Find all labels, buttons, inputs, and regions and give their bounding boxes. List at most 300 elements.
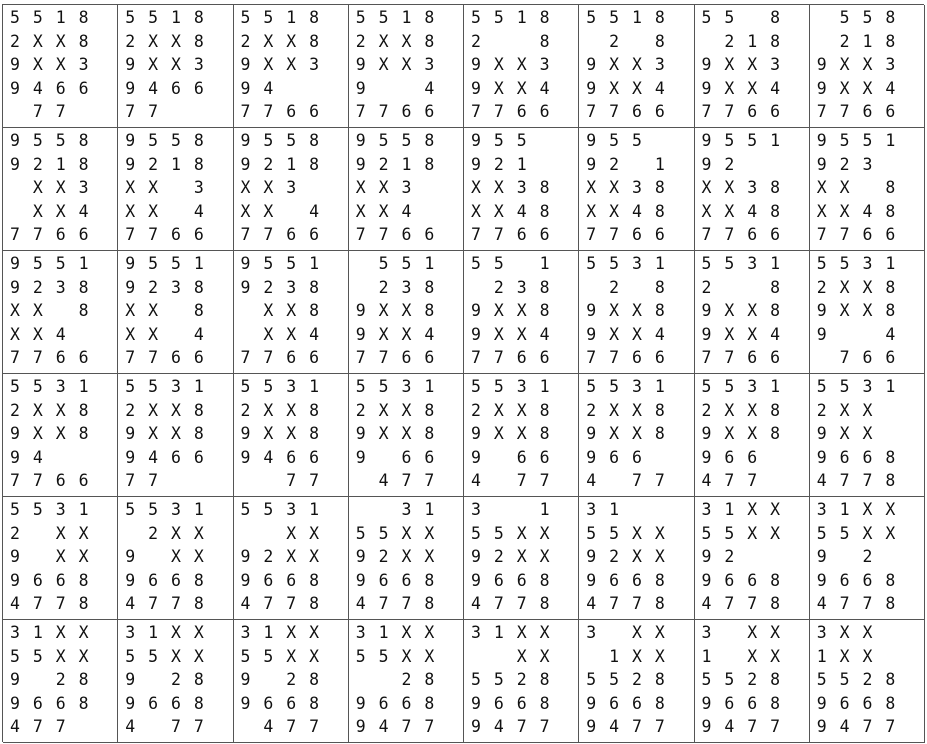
board-cell: 8 <box>193 693 204 713</box>
board-cell: 6 <box>263 693 274 713</box>
board-cell: X <box>263 424 274 444</box>
board-cell <box>10 200 33 224</box>
board-cell: 6 <box>493 693 504 713</box>
board-cell: 7 <box>654 717 665 737</box>
board-cell <box>241 715 264 739</box>
board-cell: X <box>747 523 758 543</box>
board-cell: X <box>539 547 550 567</box>
board-cell: 3 <box>193 55 204 75</box>
board-cell: 4 <box>309 324 320 344</box>
board-cell: X <box>609 324 620 344</box>
board-cell: 5 <box>378 254 389 273</box>
board-cell: 1 <box>193 377 204 396</box>
board-cell: 5 <box>171 131 181 150</box>
board-cell: 9 <box>471 154 481 174</box>
board-cell <box>724 276 747 300</box>
board-cell: 6 <box>747 102 758 122</box>
board-cell: 5 <box>355 377 366 396</box>
board-cell: 7 <box>724 471 735 491</box>
puzzle-state-panel <box>695 128 810 251</box>
board-cell: 1 <box>516 8 527 27</box>
board-cell: 8 <box>654 400 665 420</box>
board-cell: 8 <box>539 31 550 51</box>
puzzle-state-panel <box>118 5 233 128</box>
board-cell: 1 <box>539 500 550 519</box>
board-cell: 9 <box>816 570 827 590</box>
board-cell: 3 <box>424 55 435 75</box>
board-cell: 2 <box>816 277 827 297</box>
board-cell: X <box>378 55 389 75</box>
board-cell: 5 <box>586 254 597 273</box>
board-cell: X <box>263 178 274 198</box>
board-cell: X <box>148 400 159 420</box>
board-cell: X <box>401 31 412 51</box>
puzzle-state-panel <box>234 374 349 497</box>
board-cell: 1 <box>747 31 758 51</box>
board-cell: 5 <box>378 131 389 150</box>
board-cell <box>655 129 678 153</box>
board-cell: X <box>654 646 665 666</box>
board-cell: 9 <box>355 55 366 75</box>
board-cell: 1 <box>654 154 665 174</box>
board-cell: 1 <box>148 623 159 642</box>
board-cell: 1 <box>193 254 204 273</box>
board-cell: 1 <box>654 254 665 273</box>
board-cell <box>540 153 563 177</box>
board-cell <box>79 100 102 124</box>
board-cell: 9 <box>586 547 597 567</box>
board-cell: X <box>839 400 850 420</box>
board-cell: 4 <box>839 717 850 737</box>
board-cell: 5 <box>609 8 620 27</box>
board-cell: 6 <box>378 570 389 590</box>
board-cell: 7 <box>263 102 274 122</box>
board-cell: 5 <box>493 670 504 690</box>
board-cell: 6 <box>516 225 527 245</box>
board-cell: 6 <box>724 570 735 590</box>
board-cell: 9 <box>586 78 597 98</box>
board-cell: X <box>770 623 781 642</box>
puzzle-state-panel <box>118 251 233 374</box>
board-cell: 5 <box>816 670 827 690</box>
board-cell: 6 <box>55 348 66 368</box>
board-cell: 6 <box>193 348 204 368</box>
board-cell: 8 <box>654 8 665 27</box>
board-cell: 6 <box>770 225 781 245</box>
board-cell <box>724 621 747 645</box>
board-cell: 4 <box>263 447 274 467</box>
board-cell: X <box>516 55 527 75</box>
board-cell: 6 <box>171 447 181 467</box>
board-cell: 5 <box>701 670 712 690</box>
board-cell: 7 <box>32 102 43 122</box>
board-cell: 6 <box>171 348 181 368</box>
board-cell: X <box>32 424 43 444</box>
board-cell <box>309 176 332 200</box>
board-cell: 5 <box>378 646 389 666</box>
board-cell: 7 <box>309 471 320 491</box>
board-cell: X <box>539 623 550 642</box>
board-cell: 8 <box>424 31 435 51</box>
board-cell: 3 <box>401 500 412 519</box>
board-cell: 8 <box>309 131 320 150</box>
board-cell: 5 <box>471 8 481 27</box>
board-cell: 8 <box>770 424 781 444</box>
board-cell: 6 <box>632 348 642 368</box>
board-cell: X <box>401 400 412 420</box>
board-cell: 2 <box>862 670 873 690</box>
board-cell: X <box>55 400 66 420</box>
board-cell: X <box>493 55 504 75</box>
board-cell: 7 <box>309 717 320 737</box>
board-cell: 6 <box>401 225 412 245</box>
board-cell: 5 <box>378 523 389 543</box>
board-cell: 9 <box>125 570 136 590</box>
board-cell <box>356 276 379 300</box>
board-cell: 7 <box>240 102 251 122</box>
board-cell: 1 <box>632 8 642 27</box>
puzzle-board <box>2 4 924 742</box>
board-cell: 8 <box>78 277 89 297</box>
board-cell: 3 <box>770 55 781 75</box>
board-cell: 8 <box>770 301 781 321</box>
board-cell: X <box>471 201 481 221</box>
board-cell: 1 <box>78 254 89 273</box>
board-cell: 8 <box>193 424 204 444</box>
board-cell: 9 <box>816 447 827 467</box>
board-cell: 9 <box>240 277 251 297</box>
board-cell: 4 <box>471 594 481 614</box>
board-cell: X <box>539 523 550 543</box>
board-cell <box>402 77 425 101</box>
board-cell: 6 <box>862 348 873 368</box>
board-cell: 9 <box>10 547 20 567</box>
board-cell: 4 <box>654 324 665 344</box>
board-cell: 6 <box>632 102 642 122</box>
board-cell <box>632 276 655 300</box>
board-cell <box>817 346 840 370</box>
board-cell <box>655 446 678 470</box>
board-cell: 8 <box>424 693 435 713</box>
board-cell: 7 <box>263 225 274 245</box>
board-cell: 3 <box>586 500 597 519</box>
board-cell: 4 <box>885 78 896 98</box>
puzzle-state-panel <box>3 620 118 743</box>
board-cell: 7 <box>516 471 527 491</box>
board-cell: X <box>493 201 504 221</box>
board-cell: 3 <box>862 254 873 273</box>
board-cell: 7 <box>378 348 389 368</box>
board-cell: X <box>263 55 274 75</box>
board-cell: 9 <box>816 693 827 713</box>
board-cell: 9 <box>471 424 481 444</box>
board-cell: 9 <box>355 301 366 321</box>
board-cell: 2 <box>125 400 136 420</box>
board-cell <box>194 100 217 124</box>
board-cell: 7 <box>632 717 642 737</box>
board-cell: 3 <box>701 623 712 642</box>
board-cell: X <box>862 646 873 666</box>
board-cell: 1 <box>724 500 735 519</box>
board-cell: 8 <box>885 670 896 690</box>
puzzle-state-panel <box>349 497 464 620</box>
board-cell: 3 <box>586 623 597 642</box>
board-cell: 6 <box>539 102 550 122</box>
board-cell: 8 <box>654 31 665 51</box>
board-cell: 5 <box>724 523 735 543</box>
board-cell: X <box>609 178 620 198</box>
board-cell: X <box>171 424 181 444</box>
board-cell: 5 <box>171 254 181 273</box>
board-cell: 7 <box>816 225 827 245</box>
board-cell: 6 <box>862 693 873 713</box>
board-cell: X <box>378 424 389 444</box>
board-cell: X <box>286 55 297 75</box>
board-cell: X <box>32 324 43 344</box>
board-cell: 8 <box>885 301 896 321</box>
board-cell <box>356 469 379 493</box>
board-cell <box>517 252 540 276</box>
puzzle-state-panel <box>118 128 233 251</box>
board-cell <box>885 545 908 569</box>
board-cell: 1 <box>309 254 320 273</box>
board-cell: 5 <box>125 646 136 666</box>
board-cell: 2 <box>32 277 43 297</box>
board-cell <box>33 522 56 546</box>
board-cell: 1 <box>770 254 781 273</box>
board-cell: X <box>770 646 781 666</box>
board-cell: 9 <box>10 447 20 467</box>
board-cell: X <box>378 178 389 198</box>
board-cell <box>171 299 194 323</box>
board-cell: 8 <box>78 400 89 420</box>
board-cell: X <box>747 78 758 98</box>
board-cell <box>241 522 264 546</box>
board-cell: 5 <box>724 8 735 27</box>
board-cell: 2 <box>701 400 712 420</box>
board-cell: 7 <box>125 225 136 245</box>
board-cell: 2 <box>493 277 504 297</box>
board-cell <box>840 545 863 569</box>
board-cell: 7 <box>609 102 620 122</box>
board-cell: 2 <box>609 31 620 51</box>
board-cell <box>171 176 194 200</box>
board-cell: 1 <box>78 377 89 396</box>
board-cell: 8 <box>770 670 781 690</box>
board-cell: 8 <box>193 670 204 690</box>
board-cell: 9 <box>701 424 712 444</box>
board-cell: 5 <box>148 131 159 150</box>
board-cell: 5 <box>862 8 873 27</box>
board-cell: X <box>55 201 66 221</box>
board-cell: 8 <box>309 424 320 444</box>
board-cell: 7 <box>724 225 735 245</box>
board-cell: 8 <box>309 670 320 690</box>
board-cell: 8 <box>309 31 320 51</box>
board-cell: 7 <box>862 471 873 491</box>
board-cell: X <box>839 277 850 297</box>
puzzle-state-panel <box>695 251 810 374</box>
board-cell: 8 <box>78 131 89 150</box>
board-cell: 3 <box>539 55 550 75</box>
board-cell: 3 <box>816 500 827 519</box>
board-cell <box>263 668 286 692</box>
board-cell: 8 <box>654 424 665 444</box>
puzzle-state-panel <box>464 620 579 743</box>
board-cell: 7 <box>839 594 850 614</box>
board-cell: 6 <box>78 78 89 98</box>
board-cell: 2 <box>10 31 20 51</box>
board-cell: 6 <box>885 348 896 368</box>
board-cell: 3 <box>516 277 527 297</box>
board-cell: X <box>516 78 527 98</box>
board-cell <box>586 276 609 300</box>
board-cell: 8 <box>193 301 204 321</box>
board-cell: 5 <box>471 377 481 396</box>
board-cell: 9 <box>10 670 20 690</box>
puzzle-state-panel <box>3 128 118 251</box>
board-cell: 6 <box>401 447 412 467</box>
board-cell: X <box>424 623 435 642</box>
board-cell: 1 <box>171 8 181 27</box>
board-cell: 7 <box>586 348 597 368</box>
board-cell: 7 <box>355 225 366 245</box>
board-cell <box>471 645 494 669</box>
board-cell: X <box>724 201 735 221</box>
board-cell: 5 <box>701 377 712 396</box>
board-cell <box>632 30 655 54</box>
board-cell: X <box>148 324 159 344</box>
board-cell: X <box>148 55 159 75</box>
board-cell <box>379 77 402 101</box>
board-cell: 6 <box>193 225 204 245</box>
board-cell: X <box>171 400 181 420</box>
board-cell: 9 <box>10 277 20 297</box>
board-cell: 4 <box>609 717 620 737</box>
board-cell: 6 <box>609 447 620 467</box>
board-cell: X <box>263 201 274 221</box>
board-cell: 9 <box>125 55 136 75</box>
board-cell: 7 <box>724 102 735 122</box>
board-cell: 6 <box>148 693 159 713</box>
board-cell: X <box>839 301 850 321</box>
board-cell: X <box>78 547 89 567</box>
board-cell <box>817 30 840 54</box>
board-cell: 4 <box>471 471 481 491</box>
board-cell: 4 <box>816 594 827 614</box>
puzzle-state-panel <box>234 251 349 374</box>
board-cell: X <box>171 623 181 642</box>
board-cell: X <box>654 547 665 567</box>
puzzle-state-panel <box>234 128 349 251</box>
board-cell: 4 <box>701 471 712 491</box>
board-cell: 5 <box>586 8 597 27</box>
board-cell: 1 <box>885 254 896 273</box>
board-cell: 9 <box>816 424 827 444</box>
board-cell: 7 <box>32 225 43 245</box>
board-cell: 4 <box>78 201 89 221</box>
board-cell: 9 <box>586 301 597 321</box>
board-cell: X <box>747 301 758 321</box>
board-cell: 1 <box>55 154 66 174</box>
board-cell: 1 <box>401 8 412 27</box>
board-cell: 5 <box>263 500 274 519</box>
board-cell: 4 <box>586 594 597 614</box>
board-cell: 2 <box>471 31 481 51</box>
board-cell: X <box>493 178 504 198</box>
board-cell: 8 <box>770 594 781 614</box>
board-cell: 8 <box>885 594 896 614</box>
board-cell: X <box>171 646 181 666</box>
board-cell: 8 <box>78 570 89 590</box>
board-cell: 2 <box>609 277 620 297</box>
puzzle-state-panel <box>579 374 694 497</box>
board-cell: 6 <box>654 348 665 368</box>
board-cell: 3 <box>78 55 89 75</box>
board-cell <box>33 545 56 569</box>
board-cell: 8 <box>539 277 550 297</box>
board-cell: 9 <box>586 570 597 590</box>
board-cell: 6 <box>32 693 43 713</box>
board-cell: 5 <box>10 500 20 519</box>
board-cell: 5 <box>609 670 620 690</box>
board-cell: 7 <box>148 594 159 614</box>
board-cell: 8 <box>539 178 550 198</box>
board-cell: 6 <box>747 693 758 713</box>
board-cell: 8 <box>654 594 665 614</box>
board-cell: X <box>632 623 642 642</box>
board-cell: X <box>286 523 297 543</box>
board-cell: X <box>263 324 274 344</box>
board-cell: X <box>32 178 43 198</box>
board-cell: 3 <box>701 500 712 519</box>
board-cell: X <box>770 500 781 519</box>
board-cell <box>356 668 379 692</box>
board-cell: 5 <box>263 646 274 666</box>
board-cell: 9 <box>240 55 251 75</box>
board-cell: 2 <box>10 400 20 420</box>
board-cell <box>885 399 908 423</box>
board-cell: 8 <box>309 8 320 27</box>
board-cell: X <box>286 547 297 567</box>
board-cell: 7 <box>586 225 597 245</box>
board-cell: 8 <box>539 570 550 590</box>
board-cell: 7 <box>816 102 827 122</box>
board-cell: 5 <box>240 500 251 519</box>
board-cell: 7 <box>586 102 597 122</box>
board-cell: 3 <box>309 55 320 75</box>
board-cell: 6 <box>539 447 550 467</box>
board-cell: 2 <box>516 670 527 690</box>
board-cell: 6 <box>263 570 274 590</box>
board-cell: 8 <box>885 201 896 221</box>
board-cell: 7 <box>839 225 850 245</box>
board-cell <box>817 6 840 30</box>
board-cell: 3 <box>654 55 665 75</box>
board-cell: 5 <box>148 254 159 273</box>
board-cell: X <box>401 623 412 642</box>
board-cell: 8 <box>770 31 781 51</box>
board-cell: 6 <box>424 102 435 122</box>
board-cell: 5 <box>816 254 827 273</box>
board-cell: 2 <box>401 670 412 690</box>
board-cell: X <box>516 623 527 642</box>
board-cell: X <box>78 523 89 543</box>
board-cell: 6 <box>770 102 781 122</box>
board-cell: 5 <box>55 254 66 273</box>
board-cell: 7 <box>539 717 550 737</box>
puzzle-state-panel <box>234 497 349 620</box>
